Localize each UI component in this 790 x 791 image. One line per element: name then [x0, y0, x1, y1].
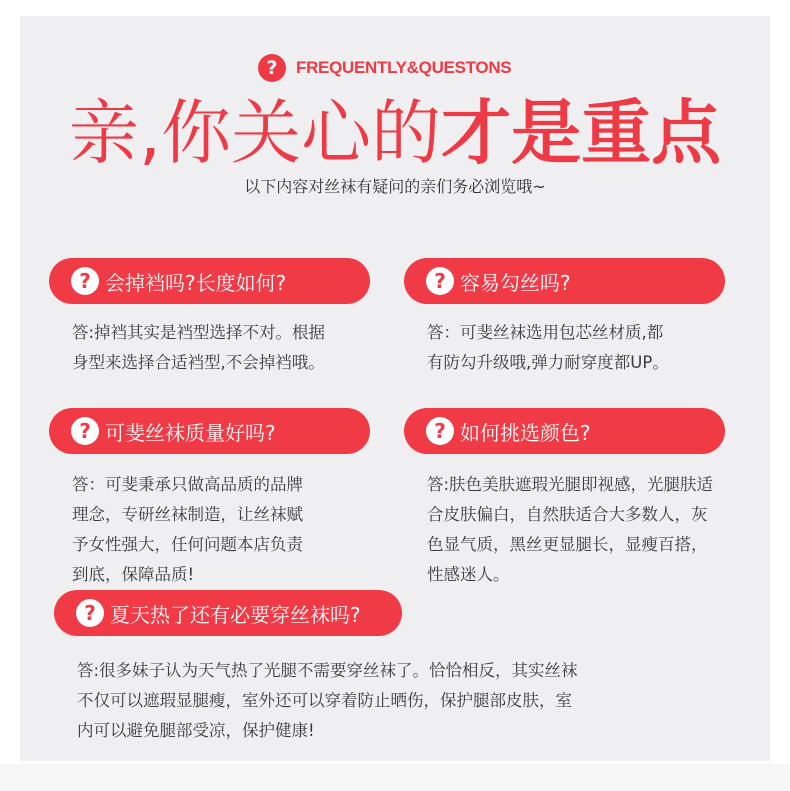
faq-question-text: 会掉裆吗?长度如何?: [105, 270, 287, 295]
faq-answer-line: 有防勾升级哦,弹力耐穿度都UP。: [427, 353, 669, 372]
question-mark-icon: ?: [426, 417, 454, 445]
question-mark-icon: ?: [258, 54, 286, 82]
faq-answer-2: [427, 318, 669, 378]
faq-question-text: 可斐丝袜质量好吗?: [105, 420, 276, 445]
faq-answer-line: 答:掉裆其实是裆型选择不对。根据: [72, 323, 326, 342]
question-mark-icon: ?: [426, 267, 454, 295]
faq-answer-line: 答:肤色美肤遮瑕光腿即视感，光腿肤适: [427, 475, 714, 494]
faq-answer-line: 予女性强大，任何问题本店负责: [72, 535, 303, 554]
faq-question-2: [404, 258, 725, 304]
faq-answer-line: 内可以避免腿部受凉，保护健康!: [77, 721, 315, 740]
faq-answer-4: [427, 470, 713, 590]
page-title: [0, 92, 790, 174]
faq-question-1: [49, 258, 370, 304]
question-mark-icon: ?: [71, 267, 99, 295]
faq-answer-line: 性感迷人。: [427, 565, 510, 584]
faq-answer-line: 色显气质，黑丝更显腿长，显瘦百搭，: [427, 535, 708, 554]
faq-answer-line: 答：可斐秉承只做高品质的品牌: [72, 475, 303, 494]
faq-answer-1: [72, 318, 325, 378]
faq-question-text: 夏天热了还有必要穿丝袜吗?: [110, 602, 361, 627]
faq-header-label: FREQUENTLY&QUESTONS: [296, 58, 512, 77]
question-mark-icon: ?: [71, 417, 99, 445]
faq-answer-line: 答：可斐丝袜选用包芯丝材质,都: [427, 323, 664, 342]
faq-question-text: 容易勾丝吗?: [460, 270, 571, 295]
faq-answer-line: 不仅可以遮瑕显腿瘦，室外还可以穿着防止晒伤，保护腿部皮肤，室: [77, 691, 572, 710]
question-mark-icon: ?: [76, 599, 104, 627]
faq-header: [258, 54, 511, 82]
faq-question-text: 如何挑选颜色?: [460, 420, 591, 445]
page-title-bold: 才是重点: [441, 92, 722, 174]
faq-answer-line: 理念，专研丝袜制造，让丝袜赋: [72, 505, 303, 524]
faq-answer-line: 到底，保障品质!: [72, 565, 195, 584]
faq-answer-line: 合皮肤偏白，自然肤适合大多数人，灰: [427, 505, 708, 524]
faq-question-4: [404, 408, 725, 454]
faq-question-3: [49, 408, 370, 454]
page-subtitle: 以下内容对丝袜有疑问的亲们务必浏览哦~: [244, 177, 546, 196]
faq-answer-3: [72, 470, 303, 590]
page-title-light: 亲,你关心的: [68, 92, 442, 174]
faq-question-5: [54, 590, 402, 636]
faq-answer-line: 身型来选择合适裆型,不会掉裆哦。: [72, 353, 325, 372]
faq-answer-5: [77, 656, 578, 746]
faq-answer-line: 答:很多妹子认为天气热了光腿不需要穿丝袜了。恰恰相反，其实丝袜: [77, 661, 578, 680]
bottom-strip: [0, 764, 790, 791]
